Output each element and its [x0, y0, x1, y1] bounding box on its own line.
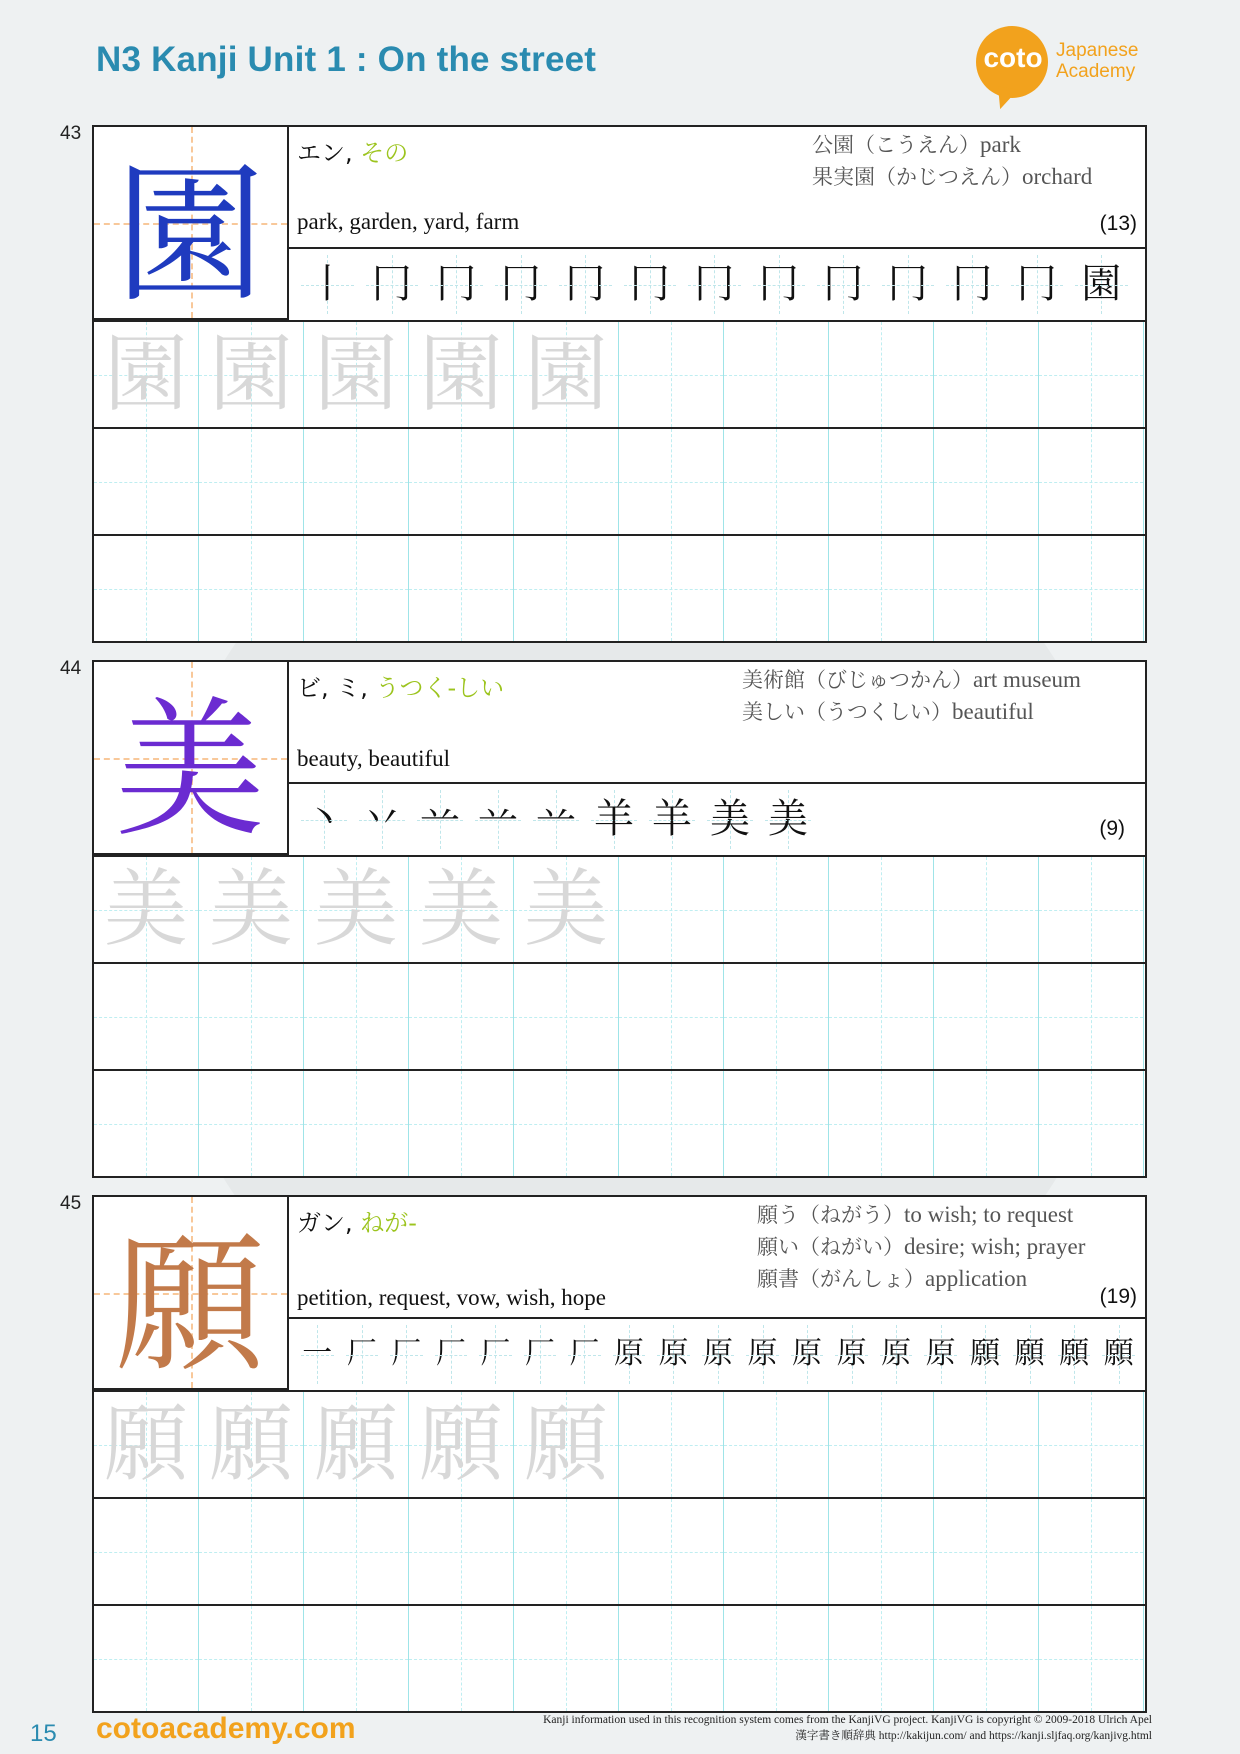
kanji-card: [92, 660, 1147, 1178]
practice-cell[interactable]: [619, 1606, 724, 1711]
stroke-order-row: [289, 782, 1145, 855]
vocab-word: 願書（がんしょ）: [757, 1267, 925, 1291]
practice-cell[interactable]: [514, 964, 619, 1069]
stroke-order-cell: [562, 1319, 607, 1390]
practice-cell[interactable]: [934, 429, 1039, 534]
page-title: N3 Kanji Unit 1 : On the street: [96, 40, 597, 79]
vocab-meaning: park: [980, 132, 1021, 157]
practice-cell[interactable]: [1039, 1499, 1144, 1604]
kanji-display: [94, 1197, 289, 1390]
vocab-list: [757, 1199, 1085, 1295]
stroke-order-cell: [740, 1319, 785, 1390]
trace-kanji: 園: [313, 325, 398, 423]
practice-cell[interactable]: [934, 964, 1039, 1069]
trace-kanji: 願: [103, 1395, 188, 1493]
entry-number: 45: [60, 1193, 82, 1214]
kanji-info: [289, 662, 1145, 855]
kanji-display: [94, 662, 289, 855]
practice-cell[interactable]: [409, 964, 514, 1069]
stroke-order-cell: [747, 249, 812, 320]
practice-cell[interactable]: [1039, 536, 1144, 641]
practice-cell[interactable]: [304, 1499, 409, 1604]
stroke-order-cell: [553, 249, 618, 320]
credit-line-2: 漢字書き順辞典 http://kakijun.com/ and https://kanji.sljfaq.org/kanjivg.html: [795, 1730, 1152, 1742]
stroke-order-cell: [384, 1319, 429, 1390]
practice-cell[interactable]: [409, 1392, 514, 1497]
kanji-info: [289, 1197, 1145, 1390]
practice-cell[interactable]: [619, 1499, 724, 1604]
practice-row: [94, 1604, 1145, 1711]
stroke-order-cell: [829, 1319, 874, 1390]
stroke-step: 羊: [652, 796, 692, 842]
stroke-order-cell: [489, 249, 554, 320]
stroke-order-cell: [811, 249, 876, 320]
meaning: park, garden, yard, farm: [297, 209, 520, 234]
kanji-character: 園: [114, 149, 266, 318]
trace-kanji: 願: [208, 1395, 293, 1493]
practice-cell[interactable]: [934, 1392, 1039, 1497]
practice-cell[interactable]: [934, 536, 1039, 641]
stroke-order-cell: [353, 784, 411, 855]
trace-kanji: 美: [313, 860, 398, 958]
practice-cell[interactable]: [1039, 1606, 1144, 1711]
stroke-step: 丨: [307, 261, 348, 307]
stroke-step: 丷: [362, 796, 402, 842]
practice-cell[interactable]: [619, 429, 724, 534]
practice-row: [94, 320, 1145, 427]
practice-row: [94, 1069, 1145, 1176]
practice-cell[interactable]: [94, 1392, 199, 1497]
practice-cell[interactable]: [94, 322, 199, 427]
vocab-item: [742, 664, 1081, 696]
stroke-order-cell: [295, 784, 353, 855]
stroke-order-cell: [701, 784, 759, 855]
stroke-order-cell: [469, 784, 527, 855]
logo-text: [1056, 40, 1138, 82]
stroke-step: 原: [836, 1336, 867, 1371]
trace-kanji: 願: [313, 1395, 398, 1493]
stroke-order-cell: [527, 784, 585, 855]
stroke-order-row: [289, 247, 1145, 320]
stroke-order-cell: [876, 249, 941, 320]
practice-cell[interactable]: [619, 1071, 724, 1176]
stroke-order-cell: [874, 1319, 919, 1390]
practice-cell[interactable]: [724, 1499, 829, 1604]
practice-cell[interactable]: [619, 964, 724, 1069]
practice-cell[interactable]: [934, 1499, 1039, 1604]
stroke-order-cell: [785, 1319, 830, 1390]
practice-row: [94, 427, 1145, 534]
stroke-step: 原: [702, 1336, 733, 1371]
practice-cell[interactable]: [514, 429, 619, 534]
kanji-info: [289, 127, 1145, 320]
practice-cell[interactable]: [934, 857, 1039, 962]
practice-cell[interactable]: [829, 1071, 934, 1176]
practice-cell[interactable]: [724, 1392, 829, 1497]
practice-cell[interactable]: [199, 1606, 304, 1711]
practice-grid: [94, 855, 1145, 1176]
coto-logo: [976, 26, 1196, 116]
logo-line-1: Japanese: [1056, 40, 1139, 61]
vocab-item: [757, 1199, 1085, 1231]
stroke-step: 冂: [436, 261, 477, 307]
practice-cell[interactable]: [724, 322, 829, 427]
practice-cell[interactable]: [409, 1606, 514, 1711]
practice-cell[interactable]: [94, 1071, 199, 1176]
practice-grid: [94, 320, 1145, 641]
practice-cell[interactable]: [409, 322, 514, 427]
trace-kanji: 園: [103, 325, 188, 423]
practice-row: [94, 1390, 1145, 1497]
vocab-item: [812, 161, 1092, 193]
vocab-meaning: desire; wish; prayer: [904, 1234, 1086, 1259]
kanji-display: [94, 127, 289, 320]
entry-number: 44: [60, 658, 82, 679]
vocab-word: 果実園（かじつえん）: [812, 165, 1022, 189]
vocab-meaning: application: [925, 1266, 1028, 1291]
practice-cell[interactable]: [199, 322, 304, 427]
entry-number: 43: [60, 123, 82, 144]
practice-row: [94, 1497, 1145, 1604]
stroke-step: 厂: [480, 1336, 511, 1371]
stroke-step: 厂: [391, 1336, 422, 1371]
stroke-step: 願: [970, 1336, 1001, 1371]
practice-cell[interactable]: [199, 1499, 304, 1604]
logo-mark: coto: [983, 42, 1043, 73]
logo-line-2: Academy: [1056, 61, 1136, 82]
stroke-step: 冂: [758, 261, 799, 307]
kanji-stroke-diagram: [94, 127, 287, 318]
practice-cell[interactable]: [1039, 1071, 1144, 1176]
trace-kanji: 園: [208, 325, 293, 423]
stroke-order-cell: [940, 249, 1005, 320]
stroke-order-cell: [696, 1319, 741, 1390]
credit-text: [543, 1712, 1152, 1744]
stroke-step: 原: [747, 1336, 778, 1371]
practice-cell[interactable]: [514, 1392, 619, 1497]
stroke-step: 原: [792, 1336, 823, 1371]
stroke-step: 美: [768, 796, 808, 842]
practice-cell[interactable]: [199, 429, 304, 534]
readings: [297, 1203, 417, 1238]
practice-cell[interactable]: [94, 1499, 199, 1604]
practice-cell[interactable]: [199, 857, 304, 962]
practice-cell[interactable]: [409, 536, 514, 641]
practice-cell[interactable]: [1039, 1392, 1144, 1497]
stroke-order-cell: [295, 249, 360, 320]
practice-cell[interactable]: [934, 1606, 1039, 1711]
vocab-word: 美しい（うつくしい）: [742, 700, 952, 724]
stroke-step: 冂: [694, 261, 735, 307]
practice-cell[interactable]: [724, 1606, 829, 1711]
trace-kanji: 美: [208, 860, 293, 958]
stroke-step: 園: [1081, 261, 1122, 307]
practice-cell[interactable]: [514, 536, 619, 641]
practice-cell[interactable]: [829, 322, 934, 427]
trace-kanji: 美: [523, 860, 608, 958]
practice-cell[interactable]: [199, 536, 304, 641]
stroke-step: 厂: [524, 1336, 555, 1371]
kanji-card: [92, 125, 1147, 643]
practice-cell[interactable]: [1039, 429, 1144, 534]
stroke-count: (19): [1099, 1285, 1137, 1308]
vocab-list: [742, 664, 1081, 728]
stroke-step: 原: [613, 1336, 644, 1371]
practice-cell[interactable]: [514, 857, 619, 962]
kanji-character: 願: [114, 1219, 266, 1388]
stroke-step: 願: [1059, 1336, 1090, 1371]
practice-cell[interactable]: [724, 857, 829, 962]
practice-cell[interactable]: [304, 1071, 409, 1176]
practice-cell[interactable]: [1039, 964, 1144, 1069]
practice-cell[interactable]: [409, 1071, 514, 1176]
stroke-order-row: [289, 1317, 1145, 1390]
stroke-order-cell: [429, 1319, 474, 1390]
stroke-order-cell: [1052, 1319, 1097, 1390]
vocab-meaning: orchard: [1022, 164, 1093, 189]
stroke-step: 丶: [304, 796, 344, 842]
practice-cell[interactable]: [514, 322, 619, 427]
practice-cell[interactable]: [829, 1499, 934, 1604]
stroke-order-cell: [963, 1319, 1008, 1390]
stroke-order-cell: [682, 249, 747, 320]
practice-cell[interactable]: [409, 857, 514, 962]
vocab-word: 公園（こうえん）: [812, 133, 980, 157]
credit-line-1: Kanji information used in this recognition system comes from the KanjiVG project. KanjiVG is copyright © 2009-2018 Ulrich Apel: [543, 1714, 1152, 1726]
practice-cell[interactable]: [304, 964, 409, 1069]
stroke-step: 䒑: [536, 796, 576, 842]
readings: [297, 133, 408, 168]
practice-grid: [94, 1390, 1145, 1711]
practice-cell[interactable]: [829, 964, 934, 1069]
stroke-step: 厂: [435, 1336, 466, 1371]
practice-row: [94, 855, 1145, 962]
vocab-meaning: to wish; to request: [904, 1202, 1074, 1227]
kun-reading: ねが-: [360, 1209, 417, 1237]
stroke-step: 冂: [952, 261, 993, 307]
stroke-step: 冂: [565, 261, 606, 307]
on-reading: エン,: [297, 139, 361, 167]
stroke-step: 厂: [569, 1336, 600, 1371]
stroke-order-cell: [1005, 249, 1070, 320]
kanji-stroke-diagram: [94, 1197, 287, 1388]
practice-cell[interactable]: [619, 857, 724, 962]
vocab-meaning: beautiful: [952, 699, 1034, 724]
practice-cell[interactable]: [724, 964, 829, 1069]
stroke-step: 一: [302, 1336, 333, 1371]
practice-cell[interactable]: [829, 1606, 934, 1711]
kanji-character: 美: [114, 684, 266, 853]
stroke-step: 原: [881, 1336, 912, 1371]
stroke-order-cell: [918, 1319, 963, 1390]
meaning: petition, request, vow, wish, hope: [297, 1285, 606, 1310]
practice-cell[interactable]: [724, 1071, 829, 1176]
trace-kanji: 願: [523, 1395, 608, 1493]
practice-cell[interactable]: [1039, 857, 1144, 962]
stroke-order-cell: [411, 784, 469, 855]
stroke-order-cell: [340, 1319, 385, 1390]
practice-cell[interactable]: [304, 1392, 409, 1497]
stroke-step: 厂: [346, 1336, 377, 1371]
stroke-step: 冂: [629, 261, 670, 307]
stroke-step: 冂: [500, 261, 541, 307]
kun-reading: その: [360, 139, 409, 167]
stroke-step: 䒑: [420, 796, 460, 842]
practice-cell[interactable]: [304, 1606, 409, 1711]
practice-cell[interactable]: [514, 1606, 619, 1711]
page-number: 15: [30, 1720, 57, 1747]
stroke-order-cell: [1069, 249, 1134, 320]
stroke-order-cell: [1007, 1319, 1052, 1390]
practice-cell[interactable]: [514, 1071, 619, 1176]
practice-cell[interactable]: [934, 1071, 1039, 1176]
stroke-order-cell: [618, 249, 683, 320]
trace-kanji: 願: [418, 1395, 503, 1493]
practice-cell[interactable]: [94, 536, 199, 641]
trace-kanji: 美: [418, 860, 503, 958]
stroke-order-cell: [424, 249, 489, 320]
stroke-count: (13): [1099, 212, 1137, 235]
practice-cell[interactable]: [1039, 322, 1144, 427]
practice-cell[interactable]: [94, 1606, 199, 1711]
practice-cell[interactable]: [409, 429, 514, 534]
vocab-item: [742, 696, 1081, 728]
stroke-order-cell: [643, 784, 701, 855]
site-link[interactable]: cotoacademy.com: [96, 1712, 356, 1745]
practice-cell[interactable]: [934, 322, 1039, 427]
vocab-item: [757, 1263, 1085, 1295]
practice-cell[interactable]: [409, 1499, 514, 1604]
practice-cell[interactable]: [619, 322, 724, 427]
practice-cell[interactable]: [199, 1392, 304, 1497]
stroke-order-cell: [1096, 1319, 1141, 1390]
stroke-count: (9): [1099, 817, 1125, 840]
stroke-order-cell: [607, 1319, 652, 1390]
trace-kanji: 園: [418, 325, 503, 423]
practice-cell[interactable]: [619, 536, 724, 641]
stroke-order-cell: [585, 784, 643, 855]
vocab-item: [812, 129, 1092, 161]
stroke-step: 冂: [823, 261, 864, 307]
stroke-step: 願: [1014, 1336, 1045, 1371]
kun-reading: うつく-しい: [375, 674, 505, 702]
vocab-word: 美術館（びじゅつかん）: [742, 668, 973, 692]
practice-cell[interactable]: [94, 429, 199, 534]
vocab-word: 願い（ねがい）: [757, 1235, 904, 1259]
practice-cell[interactable]: [94, 857, 199, 962]
stroke-step: 願: [1103, 1336, 1134, 1371]
practice-cell[interactable]: [724, 429, 829, 534]
kanji-card: [92, 1195, 1147, 1713]
practice-cell[interactable]: [304, 857, 409, 962]
stroke-step: 羊: [594, 796, 634, 842]
practice-cell[interactable]: [199, 1071, 304, 1176]
practice-cell[interactable]: [304, 322, 409, 427]
practice-row: [94, 534, 1145, 641]
practice-cell[interactable]: [514, 1499, 619, 1604]
practice-cell[interactable]: [724, 536, 829, 641]
practice-cell[interactable]: [829, 1392, 934, 1497]
vocab-list: [812, 129, 1092, 193]
kanji-stroke-diagram: [94, 662, 287, 853]
stroke-order-cell: [651, 1319, 696, 1390]
stroke-step: 美: [710, 796, 750, 842]
trace-kanji: 美: [103, 860, 188, 958]
stroke-order-cell: [759, 784, 817, 855]
vocab-meaning: art museum: [973, 667, 1081, 692]
practice-cell[interactable]: [619, 1392, 724, 1497]
vocab-word: 願う（ねがう）: [757, 1203, 904, 1227]
trace-kanji: 園: [523, 325, 608, 423]
practice-row: [94, 962, 1145, 1069]
stroke-step: 原: [925, 1336, 956, 1371]
stroke-step: 䒑: [478, 796, 518, 842]
practice-cell[interactable]: [829, 857, 934, 962]
practice-cell[interactable]: [829, 536, 934, 641]
practice-cell[interactable]: [199, 964, 304, 1069]
stroke-step: 冂: [1016, 261, 1057, 307]
stroke-step: 冂: [887, 261, 928, 307]
stroke-step: 冂: [371, 261, 412, 307]
stroke-order-cell: [473, 1319, 518, 1390]
on-reading: ビ, ミ,: [297, 674, 376, 702]
practice-cell[interactable]: [304, 536, 409, 641]
stroke-order-cell: [295, 1319, 340, 1390]
stroke-order-cell: [360, 249, 425, 320]
practice-cell[interactable]: [304, 429, 409, 534]
practice-cell[interactable]: [94, 964, 199, 1069]
stroke-order-cell: [518, 1319, 563, 1390]
stroke-step: 原: [658, 1336, 689, 1371]
on-reading: ガン,: [297, 1209, 361, 1237]
vocab-item: [757, 1231, 1085, 1263]
readings: [297, 668, 504, 703]
practice-cell[interactable]: [829, 429, 934, 534]
meaning: beauty, beautiful: [297, 746, 451, 771]
